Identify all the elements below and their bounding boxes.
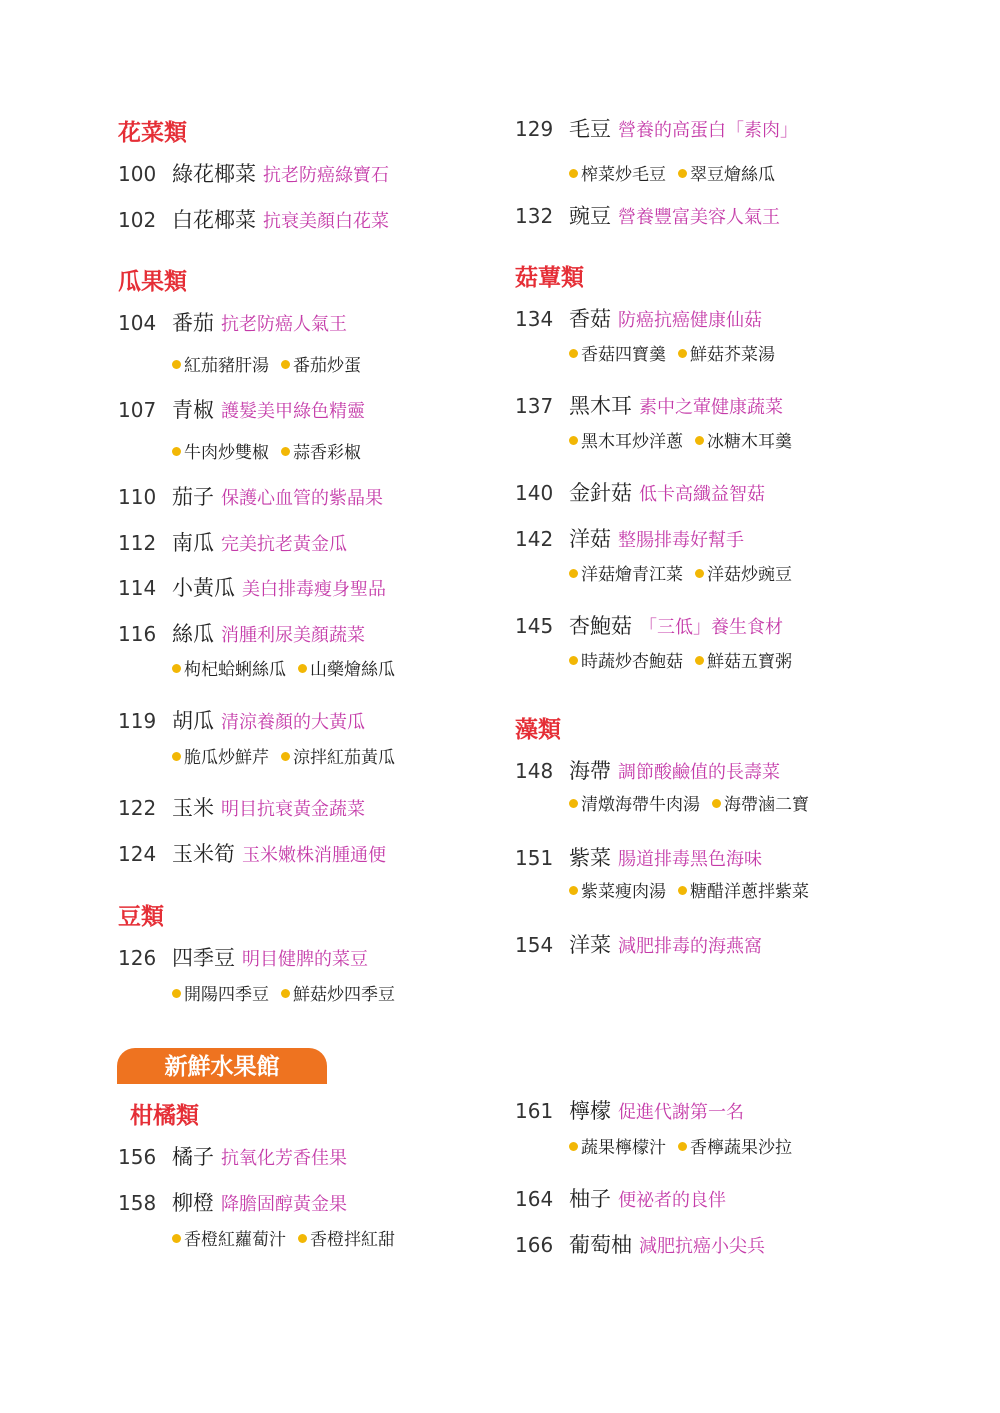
page-number: 122 [118, 796, 157, 820]
recipe-item: 洋菇炒豌豆 [695, 565, 792, 585]
toc-entry[interactable] [515, 930, 762, 960]
recipe-item: 紅茄豬肝湯 [172, 356, 269, 376]
entry-name: 玉米 [172, 796, 214, 820]
category-heading-flower: 花菜類 [118, 120, 187, 146]
entry-name: 柳橙 [172, 1191, 214, 1215]
entry-description: 抗老防癌綠寶石 [263, 165, 389, 186]
entry-name: 茄子 [172, 485, 214, 509]
toc-entry[interactable] [118, 159, 389, 189]
entry-name: 橘子 [172, 1145, 214, 1169]
recipe-list [172, 1227, 407, 1253]
toc-entry[interactable] [515, 114, 798, 144]
recipe-item: 香菇四寶羹 [569, 345, 666, 365]
entry-name: 白花椰菜 [172, 208, 256, 232]
toc-entry[interactable] [118, 619, 365, 649]
recipe-item: 牛肉炒雙椒 [172, 443, 269, 463]
recipe-item: 蔬果檸檬汁 [569, 1138, 666, 1158]
category-heading-algae: 藻類 [515, 717, 561, 743]
toc-entry[interactable] [118, 706, 365, 736]
entry-name: 杏鮑菇 [569, 614, 632, 638]
page-number: 102 [118, 208, 157, 232]
bullet-icon [298, 1234, 307, 1243]
bullet-icon [695, 436, 704, 445]
recipe-list [569, 1135, 804, 1161]
recipe-item: 開陽四季豆 [172, 985, 269, 1005]
entry-name: 青椒 [172, 398, 214, 422]
toc-entry[interactable] [118, 1142, 347, 1172]
toc-entry[interactable] [515, 1230, 765, 1260]
entry-name: 南瓜 [172, 531, 214, 555]
entry-description: 營養的高蛋白「素肉」 [618, 120, 798, 141]
bullet-icon [569, 1142, 578, 1151]
entry-description: 美白排毒瘦身聖品 [242, 579, 386, 600]
entry-description: 素中之葷健康蔬菜 [639, 397, 783, 418]
recipe-item: 鮮菇炒四季豆 [281, 985, 395, 1005]
toc-entry[interactable] [118, 943, 368, 973]
recipe-item: 黑木耳炒洋蔥 [569, 432, 683, 452]
bullet-icon [172, 447, 181, 456]
page-number: 110 [118, 485, 157, 509]
page-number: 151 [515, 846, 554, 870]
toc-entry[interactable] [118, 839, 386, 869]
recipe-list [172, 982, 407, 1008]
entry-description: 降膽固醇黃金果 [221, 1194, 347, 1215]
entry-description: 清涼養顏的大黃瓜 [221, 712, 365, 733]
bullet-icon [678, 886, 687, 895]
bullet-icon [695, 656, 704, 665]
toc-entry[interactable] [515, 391, 783, 421]
bullet-icon [172, 989, 181, 998]
recipe-list [172, 440, 373, 466]
entry-name: 小黃瓜 [172, 576, 235, 600]
bullet-icon [712, 799, 721, 808]
toc-entry[interactable] [118, 205, 389, 235]
recipe-list [569, 792, 821, 818]
category-heading-bean: 豆類 [118, 904, 164, 930]
page-number: 119 [118, 709, 157, 733]
toc-entry[interactable] [515, 1184, 726, 1214]
bullet-icon [298, 664, 307, 673]
toc-entry[interactable] [515, 478, 765, 508]
page-number: 129 [515, 117, 554, 141]
entry-name: 金針菇 [569, 481, 632, 505]
page-number: 132 [515, 204, 554, 228]
page-number: 166 [515, 1233, 554, 1257]
page-number: 100 [118, 162, 157, 186]
entry-description: 保護心血管的紫晶果 [221, 488, 383, 509]
toc-entry[interactable] [118, 793, 365, 823]
entry-name: 黑木耳 [569, 394, 632, 418]
recipe-item: 香橙紅蘿蔔汁 [172, 1230, 286, 1250]
bullet-icon [569, 169, 578, 178]
entry-name: 香菇 [569, 307, 611, 331]
bullet-icon [569, 799, 578, 808]
entry-description: 抗氧化芳香佳果 [221, 1148, 347, 1169]
entry-name: 海帶 [569, 759, 611, 783]
toc-entry[interactable] [515, 1096, 744, 1126]
bullet-icon [678, 1142, 687, 1151]
entry-name: 番茄 [172, 311, 214, 335]
entry-name: 洋菇 [569, 527, 611, 551]
page-number: 107 [118, 398, 157, 422]
entry-description: 減肥抗癌小尖兵 [639, 1236, 765, 1257]
entry-name: 毛豆 [569, 117, 611, 141]
page-number: 137 [515, 394, 554, 418]
page-number: 134 [515, 307, 554, 331]
recipe-item: 脆瓜炒鮮芹 [172, 748, 269, 768]
recipe-list [569, 562, 804, 588]
entry-description: 防癌抗癌健康仙菇 [618, 310, 762, 331]
recipe-item: 枸杞蛤蜊絲瓜 [172, 660, 286, 680]
entry-name: 絲瓜 [172, 622, 214, 646]
entry-description: 抗衰美顏白花菜 [263, 211, 389, 232]
bullet-icon [281, 989, 290, 998]
category-heading-melon: 瓜果類 [118, 269, 187, 295]
page-number: 140 [515, 481, 554, 505]
recipe-item: 鮮菇五寶粥 [695, 652, 792, 672]
fruit-section-banner: 新鮮水果館 [117, 1048, 327, 1084]
page-number: 116 [118, 622, 157, 646]
bullet-icon [695, 569, 704, 578]
entry-description: 整腸排毒好幫手 [618, 530, 744, 551]
entry-name: 綠花椰菜 [172, 162, 256, 186]
recipe-item: 清燉海帶牛肉湯 [569, 795, 700, 815]
recipe-item: 紫菜瘦肉湯 [569, 882, 666, 902]
page-number: 112 [118, 531, 157, 555]
bullet-icon [678, 349, 687, 358]
entry-name: 豌豆 [569, 204, 611, 228]
page-number: 124 [118, 842, 157, 866]
entry-name: 柚子 [569, 1187, 611, 1211]
entry-description: 玉米嫩株消腫通便 [242, 845, 386, 866]
bullet-icon [281, 752, 290, 761]
bullet-icon [569, 656, 578, 665]
bullet-icon [172, 752, 181, 761]
entry-description: 便祕者的良伴 [618, 1190, 726, 1211]
entry-description: 腸道排毒黑色海味 [618, 849, 762, 870]
toc-entry[interactable] [118, 573, 386, 603]
page-number: 154 [515, 933, 554, 957]
entry-description: 調節酸鹼值的長壽菜 [618, 762, 780, 783]
entry-name: 紫菜 [569, 846, 611, 870]
entry-name: 四季豆 [172, 946, 235, 970]
recipe-item: 涼拌紅茄黃瓜 [281, 748, 395, 768]
recipe-list [172, 657, 407, 683]
entry-description: 明目抗衰黃金蔬菜 [221, 799, 365, 820]
toc-entry[interactable] [515, 524, 744, 554]
recipe-list [569, 879, 821, 905]
recipe-item: 時蔬炒杏鮑菇 [569, 652, 683, 672]
bullet-icon [569, 349, 578, 358]
toc-entry[interactable] [118, 395, 365, 425]
page-number: 148 [515, 759, 554, 783]
entry-name: 檸檬 [569, 1099, 611, 1123]
entry-name: 葡萄柚 [569, 1233, 632, 1257]
recipe-list [569, 649, 804, 675]
entry-description: 消腫利尿美顏蔬菜 [221, 625, 365, 646]
page-number: 142 [515, 527, 554, 551]
recipe-item: 鮮菇芥菜湯 [678, 345, 775, 365]
recipe-list [569, 429, 804, 455]
entry-description: 低卡高纖益智菇 [639, 484, 765, 505]
page-number: 164 [515, 1187, 554, 1211]
recipe-item: 香檸蔬果沙拉 [678, 1138, 792, 1158]
recipe-list [172, 745, 407, 771]
entry-description: 減肥排毒的海燕窩 [618, 936, 762, 957]
entry-description: 「三低」養生食材 [639, 617, 783, 638]
bullet-icon [172, 1234, 181, 1243]
entry-description: 抗老防癌人氣王 [221, 314, 347, 335]
recipe-item: 蒜香彩椒 [281, 443, 361, 463]
entry-description: 營養豐富美容人氣王 [618, 207, 780, 228]
recipe-item: 海帶滷二寶 [712, 795, 809, 815]
page-number: 104 [118, 311, 157, 335]
entry-name: 玉米筍 [172, 842, 235, 866]
page-number: 126 [118, 946, 157, 970]
bullet-icon [678, 169, 687, 178]
recipe-item: 山藥燴絲瓜 [298, 660, 395, 680]
entry-name: 胡瓜 [172, 709, 214, 733]
bullet-icon [281, 447, 290, 456]
toc-entry[interactable] [515, 611, 783, 641]
page-number: 114 [118, 576, 157, 600]
recipe-item: 番茄炒蛋 [281, 356, 361, 376]
entry-description: 明目健脾的菜豆 [242, 949, 368, 970]
recipe-item: 翠豆燴絲瓜 [678, 165, 775, 185]
toc-entry[interactable] [515, 756, 780, 786]
toc-entry[interactable] [118, 482, 383, 512]
bullet-icon [569, 569, 578, 578]
recipe-item: 冰糖木耳羹 [695, 432, 792, 452]
toc-entry[interactable] [118, 528, 347, 558]
bullet-icon [172, 664, 181, 673]
page-number: 156 [118, 1145, 157, 1169]
recipe-list [569, 342, 787, 368]
recipe-item: 榨菜炒毛豆 [569, 165, 666, 185]
toc-entry[interactable] [118, 308, 347, 338]
recipe-item: 洋菇燴青江菜 [569, 565, 683, 585]
entry-description: 完美抗老黃金瓜 [221, 534, 347, 555]
category-heading-mushroom: 菇蕈類 [515, 265, 584, 291]
toc-entry[interactable] [515, 304, 762, 334]
bullet-icon [281, 360, 290, 369]
bullet-icon [172, 360, 181, 369]
entry-description: 促進代謝第一名 [618, 1102, 744, 1123]
entry-description: 護髮美甲綠色精靈 [221, 401, 365, 422]
page-number: 161 [515, 1099, 554, 1123]
toc-entry[interactable] [515, 201, 780, 231]
recipe-item: 糖醋洋蔥拌紫菜 [678, 882, 809, 902]
page-number: 158 [118, 1191, 157, 1215]
bullet-icon [569, 886, 578, 895]
recipe-item: 香橙拌紅甜 [298, 1230, 395, 1250]
toc-entry[interactable] [118, 1188, 347, 1218]
page-number: 145 [515, 614, 554, 638]
recipe-list [569, 162, 787, 188]
recipe-list [172, 353, 373, 379]
bullet-icon [569, 436, 578, 445]
category-heading-citrus: 柑橘類 [130, 1103, 199, 1129]
toc-entry[interactable] [515, 843, 762, 873]
entry-name: 洋菜 [569, 933, 611, 957]
